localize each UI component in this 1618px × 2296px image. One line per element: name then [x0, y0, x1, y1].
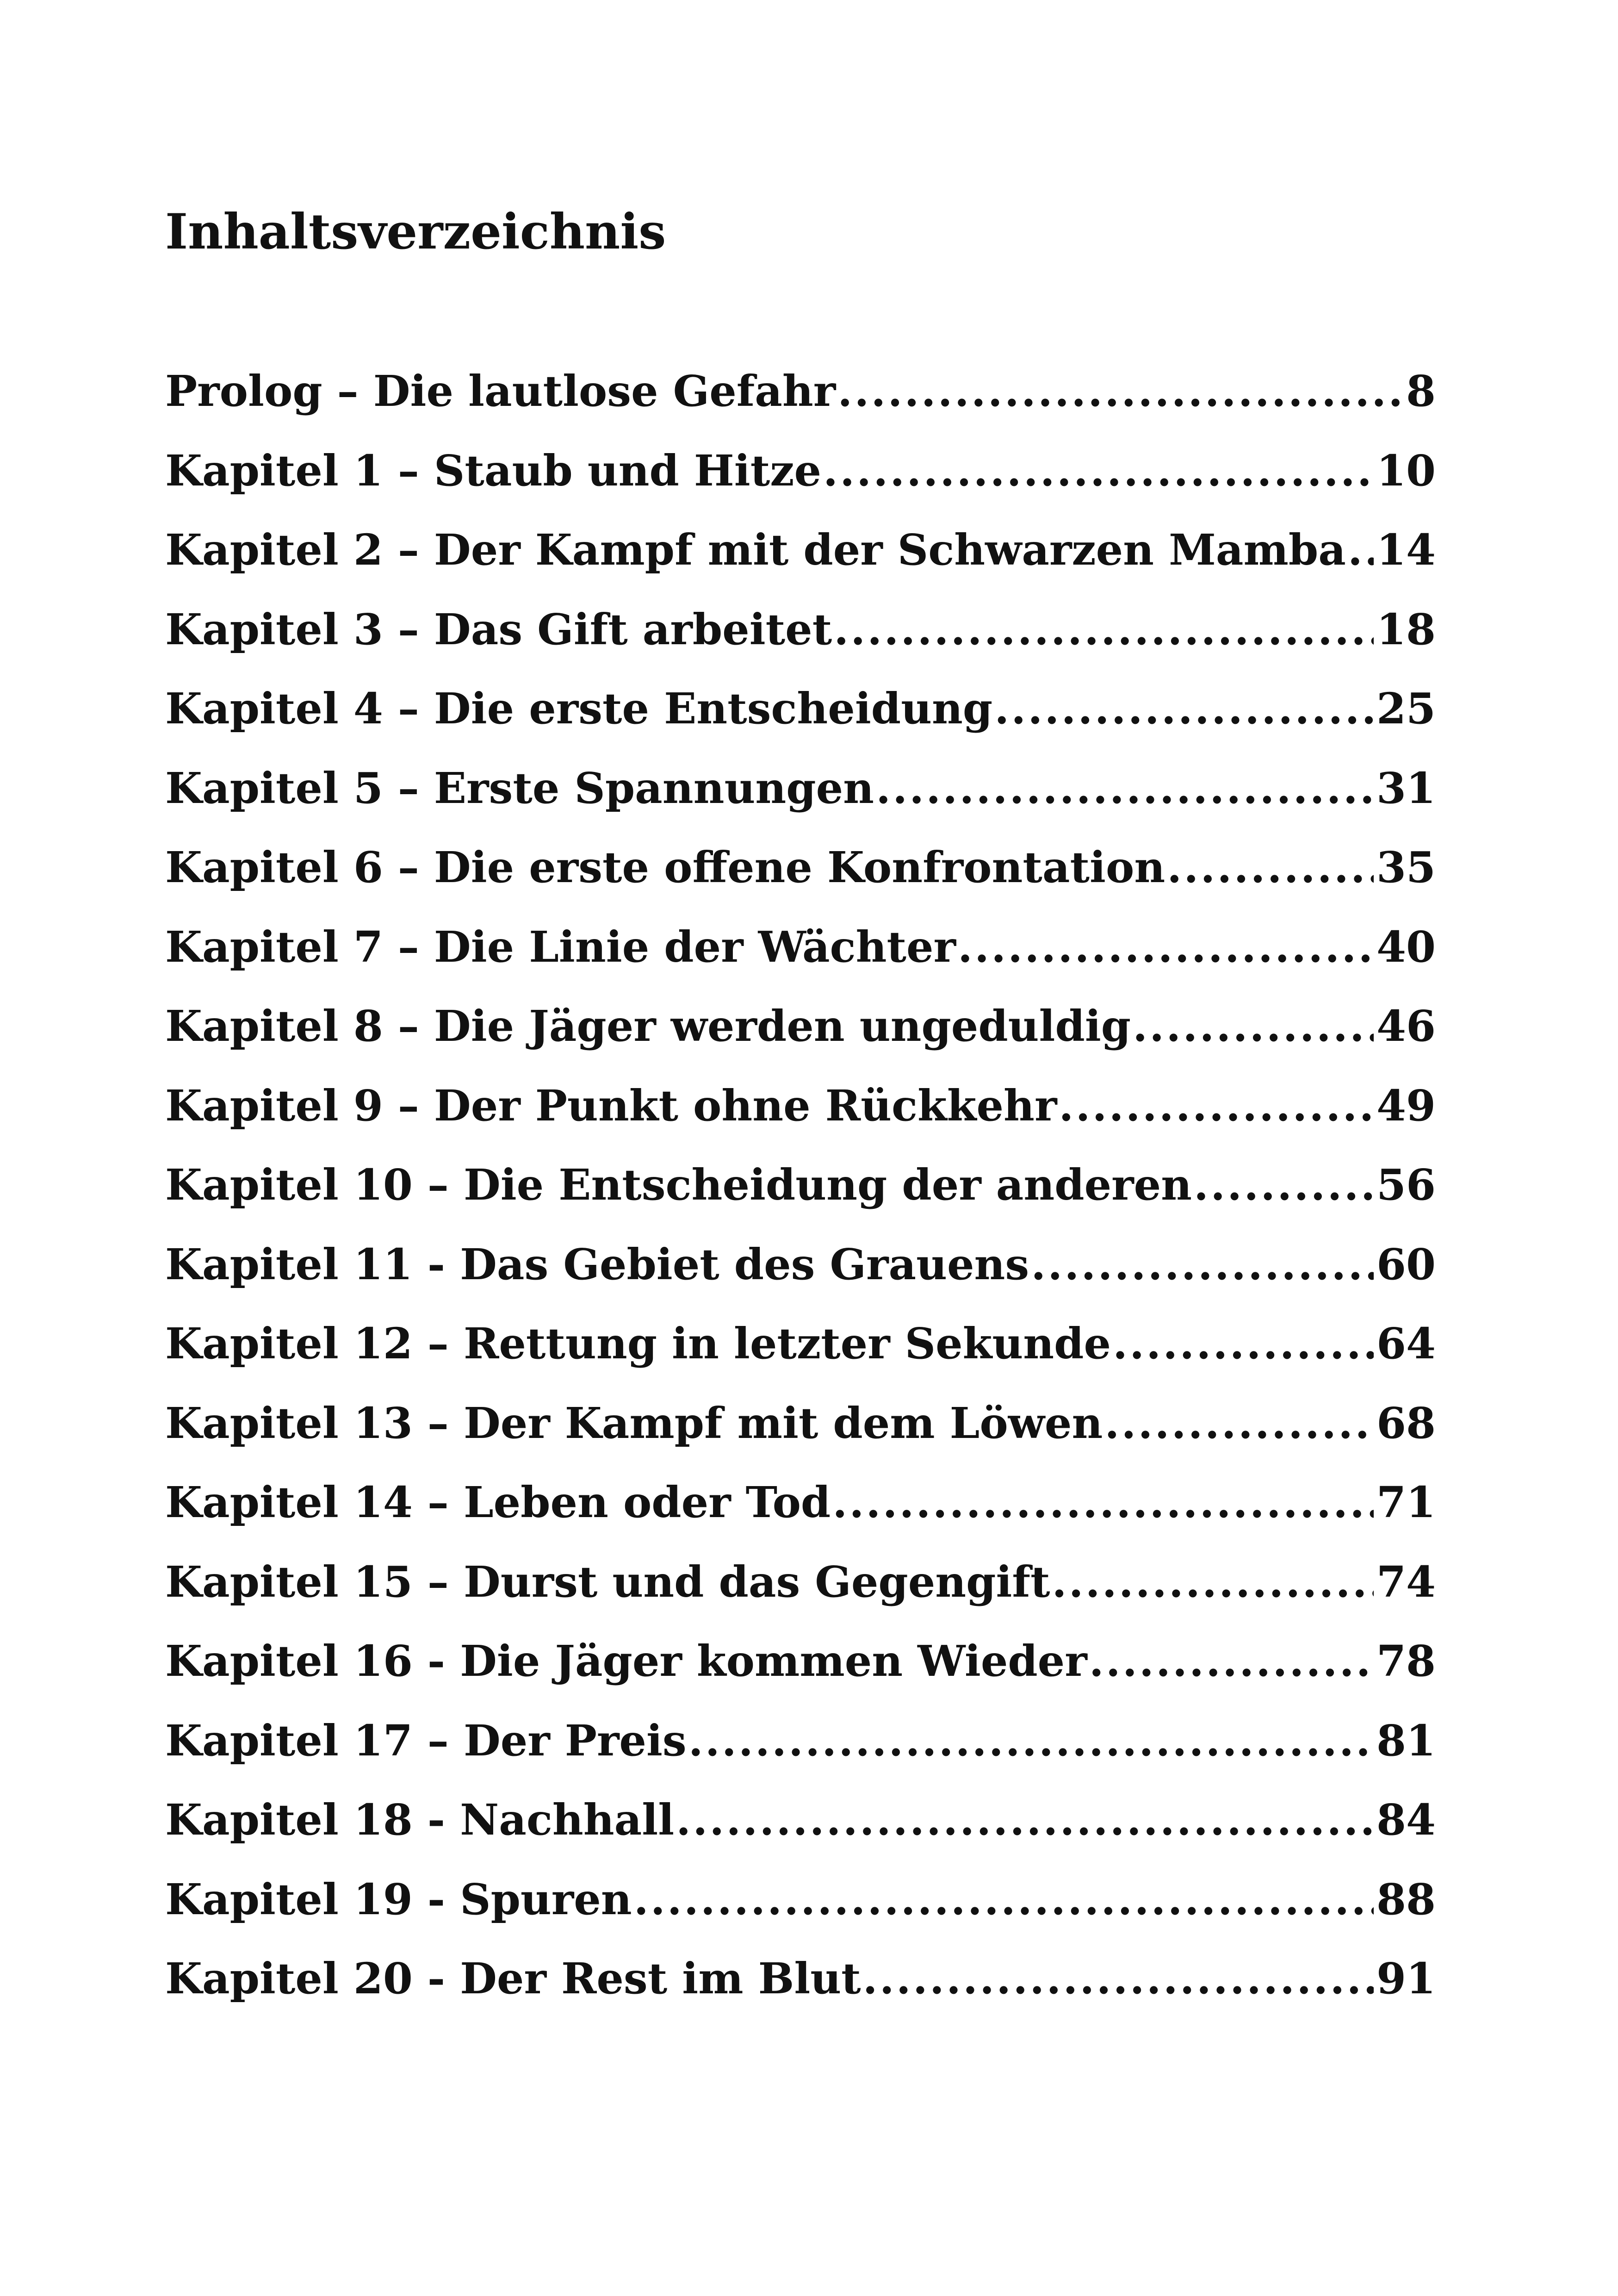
- toc-dot-leader: [1194, 1155, 1374, 1215]
- toc-dot-leader: [1104, 1393, 1374, 1453]
- toc-entry-label: Kapitel 14 – Leben oder Tod: [165, 1477, 831, 1527]
- toc-entry: [165, 1869, 1436, 1949]
- toc-entry-page: 68: [1376, 1398, 1436, 1448]
- toc-entry: [165, 996, 1436, 1076]
- toc-dot-leader: [1167, 837, 1374, 897]
- toc-entry-label: Kapitel 10 – Die Entscheidung der anderen: [165, 1160, 1192, 1210]
- toc-dot-leader: [1133, 996, 1374, 1056]
- toc-entry: [165, 917, 1436, 996]
- toc-entry: [165, 837, 1436, 917]
- toc-entry-label: Kapitel 5 – Erste Spannungen: [165, 763, 874, 813]
- toc-dot-leader: [688, 1711, 1374, 1771]
- toc-entry: [165, 1948, 1436, 2028]
- toc-entry: [165, 1472, 1436, 1552]
- toc-dot-leader: [958, 917, 1374, 977]
- toc-dot-leader: [837, 361, 1403, 421]
- toc-entry-label: Kapitel 20 - Der Rest im Blut: [165, 1954, 861, 2004]
- toc-entry-page: 56: [1376, 1160, 1436, 1210]
- toc-entry: [165, 361, 1436, 441]
- toc-list: [165, 361, 1436, 2028]
- toc-entry: [165, 1393, 1436, 1473]
- toc-entry-page: 31: [1376, 763, 1436, 813]
- toc-entry-label: Kapitel 3 – Das Gift arbeitet: [165, 604, 832, 654]
- toc-entry: [165, 441, 1436, 520]
- toc-entry-page: 64: [1376, 1319, 1436, 1369]
- toc-entry: [165, 1631, 1436, 1711]
- toc-dot-leader: [994, 678, 1374, 739]
- toc-entry-page: 88: [1376, 1874, 1436, 1924]
- toc-entry-label: Kapitel 13 – Der Kampf mit dem Löwen: [165, 1398, 1103, 1448]
- toc-dot-leader: [876, 758, 1374, 818]
- toc-entry-label: Kapitel 16 - Die Jäger kommen Wieder: [165, 1636, 1087, 1686]
- toc-entry: [165, 599, 1436, 679]
- toc-entry-page: 46: [1376, 1001, 1436, 1051]
- toc-entry-page: 81: [1376, 1715, 1436, 1766]
- toc-dot-leader: [634, 1869, 1374, 1929]
- toc-dot-leader: [823, 441, 1374, 501]
- toc-entry-label: Kapitel 1 – Staub und Hitze: [165, 445, 822, 496]
- toc-entry-label: Kapitel 9 – Der Punkt ohne Rückkehr: [165, 1080, 1057, 1131]
- toc-entry-page: 14: [1376, 525, 1436, 575]
- toc-entry-label: Kapitel 11 - Das Gebiet des Grauens: [165, 1239, 1029, 1289]
- toc-dot-leader: [1052, 1552, 1374, 1612]
- toc-entry-page: 84: [1376, 1795, 1436, 1845]
- toc-entry-label: Kapitel 2 – Der Kampf mit der Schwarzen Mamba: [165, 525, 1346, 575]
- toc-entry: [165, 1552, 1436, 1631]
- toc-dot-leader: [1059, 1076, 1374, 1136]
- toc-entry: [165, 1234, 1436, 1314]
- toc-dot-leader: [1113, 1313, 1374, 1374]
- toc-entry-label: Kapitel 6 – Die erste offene Konfrontation: [165, 842, 1165, 892]
- toc-entry: [165, 1790, 1436, 1869]
- toc-entry: [165, 1076, 1436, 1155]
- toc-dot-leader: [1348, 520, 1374, 580]
- toc-entry-page: 74: [1376, 1556, 1436, 1607]
- toc-title: Inhaltsverzeichnis: [165, 203, 666, 260]
- toc-entry: [165, 758, 1436, 838]
- toc-entry-label: Kapitel 4 – Die erste Entscheidung: [165, 684, 993, 734]
- toc-entry-page: 91: [1376, 1954, 1436, 2004]
- toc-entry-label: Kapitel 17 – Der Preis: [165, 1715, 687, 1766]
- toc-dot-leader: [1089, 1631, 1374, 1691]
- toc-entry-page: 25: [1376, 684, 1436, 734]
- toc-entry-page: 8: [1406, 366, 1436, 416]
- toc-entry-label: Kapitel 7 – Die Linie der Wächter: [165, 921, 956, 972]
- toc-dot-leader: [832, 1472, 1374, 1532]
- toc-dot-leader: [676, 1790, 1374, 1850]
- toc-entry-label: Kapitel 12 – Rettung in letzter Sekunde: [165, 1319, 1111, 1369]
- toc-entry-page: 18: [1376, 604, 1436, 654]
- toc-entry-page: 40: [1376, 921, 1436, 972]
- toc-entry: [165, 1155, 1436, 1234]
- toc-entry: [165, 678, 1436, 758]
- toc-entry: [165, 1313, 1436, 1393]
- toc-dot-leader: [863, 1948, 1374, 2009]
- toc-entry: [165, 520, 1436, 599]
- toc-entry: [165, 1711, 1436, 1790]
- toc-dot-leader: [1031, 1234, 1374, 1294]
- toc-entry-page: 78: [1376, 1636, 1436, 1686]
- toc-entry-page: 71: [1376, 1477, 1436, 1527]
- toc-entry-label: Kapitel 19 - Spuren: [165, 1874, 632, 1924]
- toc-entry-label: Kapitel 8 – Die Jäger werden ungeduldig: [165, 1001, 1131, 1051]
- toc-entry-page: 49: [1376, 1080, 1436, 1131]
- toc-entry-page: 35: [1376, 842, 1436, 892]
- toc-dot-leader: [834, 599, 1374, 660]
- toc-entry-label: Kapitel 18 - Nachhall: [165, 1795, 675, 1845]
- toc-entry-page: 10: [1376, 445, 1436, 496]
- toc-entry-label: Prolog – Die lautlose Gefahr: [165, 366, 836, 416]
- toc-entry-label: Kapitel 15 – Durst und das Gegengift: [165, 1556, 1050, 1607]
- toc-entry-page: 60: [1376, 1239, 1436, 1289]
